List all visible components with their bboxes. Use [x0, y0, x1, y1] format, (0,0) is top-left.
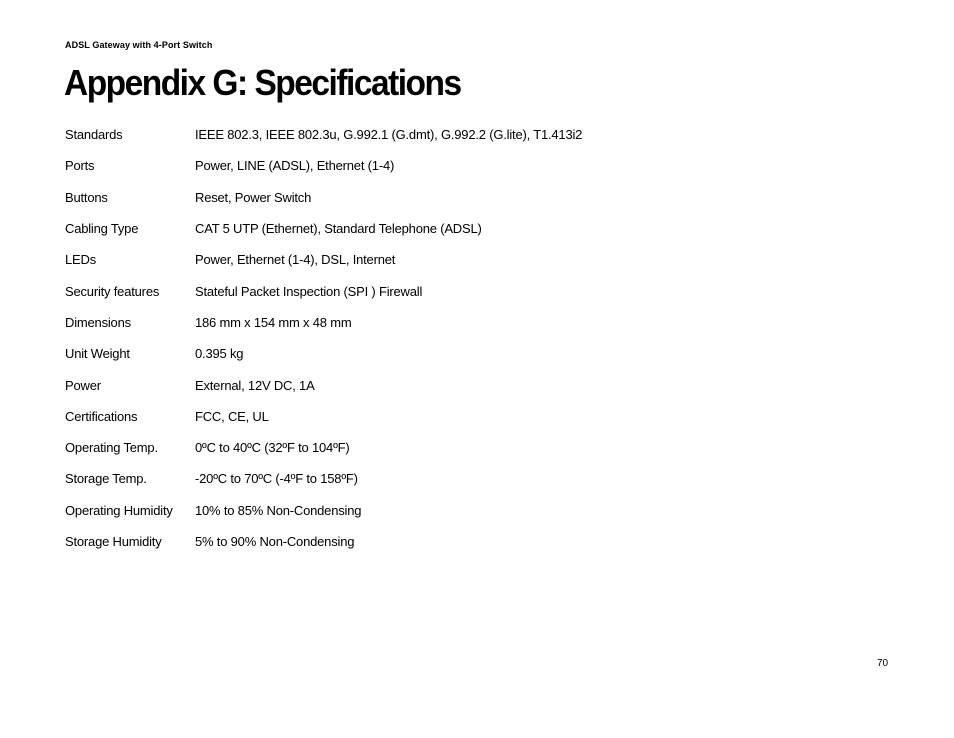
- page-number: 70: [877, 658, 889, 669]
- page-title: Appendix G: Specifications: [64, 62, 461, 103]
- spec-label: Power: [65, 377, 101, 393]
- specifications-table: [65, 119, 625, 557]
- spec-label: Dimensions: [65, 314, 131, 330]
- spec-value: Reset, Power Switch: [195, 189, 312, 205]
- spec-label: Storage Temp.: [65, 471, 147, 487]
- spec-value: 10% to 85% Non-Condensing: [195, 502, 362, 518]
- spec-row-buttons: [65, 182, 625, 213]
- spec-label: Security features: [65, 283, 160, 299]
- spec-row-standards: [65, 119, 625, 150]
- spec-value: IEEE 802.3, IEEE 802.3u, G.992.1 (G.dmt), G.992.2 (G.lite), T1.413i2: [195, 127, 583, 143]
- spec-label: Unit Weight: [65, 346, 130, 362]
- spec-row-operating-humidity: [65, 495, 625, 526]
- spec-value: Stateful Packet Inspection (SPI ) Firewall: [195, 283, 423, 299]
- spec-label: Operating Humidity: [65, 502, 173, 518]
- spec-row-storage-humidity: [65, 526, 625, 557]
- spec-value: FCC, CE, UL: [195, 408, 269, 424]
- spec-value: 186 mm x 154 mm x 48 mm: [195, 314, 352, 330]
- spec-label: Standards: [65, 127, 123, 143]
- spec-value: 5% to 90% Non-Condensing: [195, 534, 355, 549]
- spec-value: 0.395 kg: [195, 346, 244, 362]
- spec-row-cabling-type: [65, 213, 625, 244]
- spec-row-unit-weight: [65, 338, 625, 369]
- spec-row-security-features: [65, 275, 625, 306]
- spec-label: Buttons: [65, 189, 108, 205]
- spec-value: CAT 5 UTP (Ethernet), Standard Telephone (ADSL): [195, 221, 482, 237]
- spec-value: Power, Ethernet (1-4), DSL, Internet: [195, 252, 396, 268]
- spec-value: 0ºC to 40ºC (32ºF to 104ºF): [195, 440, 350, 456]
- spec-label: Certifications: [65, 408, 138, 424]
- spec-value: External, 12V DC, 1A: [195, 377, 315, 393]
- spec-label: Ports: [65, 158, 95, 174]
- spec-row-operating-temp: [65, 432, 625, 463]
- spec-label: Storage Humidity: [65, 534, 162, 549]
- spec-row-storage-temp: [65, 463, 625, 494]
- spec-row-leds: [65, 244, 625, 275]
- spec-label: Cabling Type: [65, 221, 139, 237]
- spec-row-certifications: [65, 401, 625, 432]
- spec-label: LEDs: [65, 252, 96, 268]
- spec-value: -20ºC to 70ºC (-4ºF to 158ºF): [195, 471, 358, 487]
- spec-label: Operating Temp.: [65, 440, 158, 456]
- spec-row-power: [65, 369, 625, 400]
- spec-row-dimensions: [65, 307, 625, 338]
- spec-row-ports: [65, 150, 625, 181]
- running-header: ADSL Gateway with 4-Port Switch: [65, 40, 213, 50]
- spec-value: Power, LINE (ADSL), Ethernet (1-4): [195, 158, 395, 174]
